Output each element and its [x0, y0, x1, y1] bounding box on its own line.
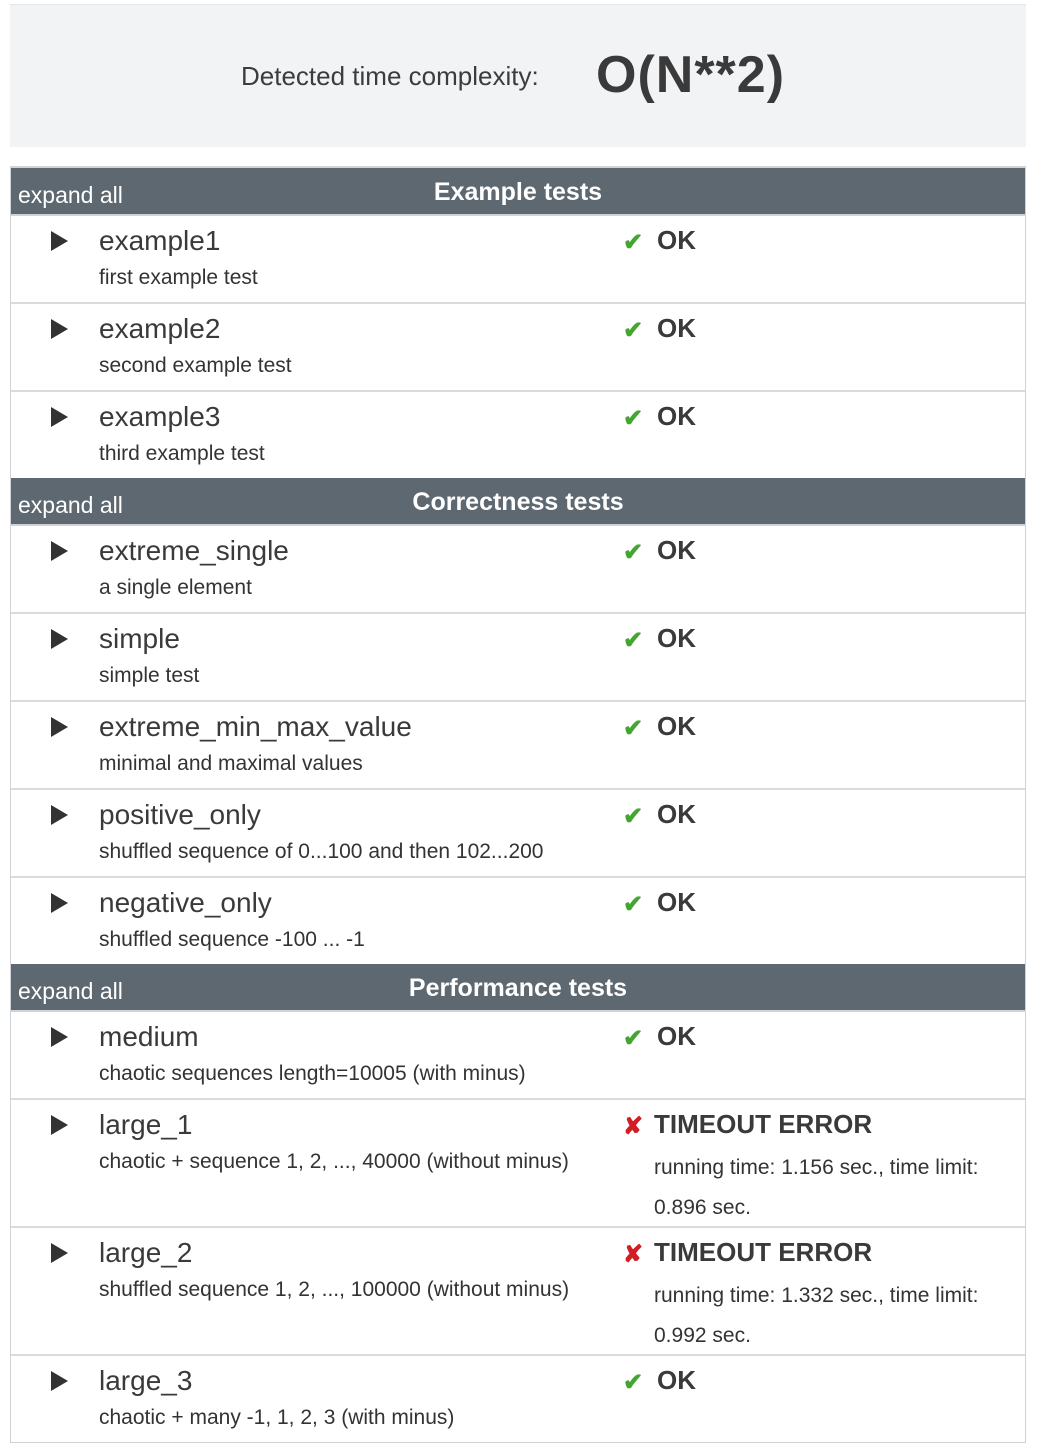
expand-arrow-icon[interactable] [51, 893, 68, 913]
complexity-label: Detected time complexity: [241, 61, 539, 91]
check-icon: ✔ [623, 627, 644, 654]
test-description: second example test [99, 354, 292, 377]
test-name: extreme_min_max_value [99, 711, 412, 742]
test-status: OK [657, 535, 696, 565]
test-description: chaotic + many -1, 1, 2, 3 (with minus) [99, 1406, 455, 1429]
expand-arrow-icon[interactable] [51, 1115, 68, 1135]
test-row[interactable] [11, 392, 1025, 478]
test-row[interactable] [11, 216, 1025, 304]
test-name: example3 [99, 401, 221, 432]
test-name: positive_only [99, 799, 261, 830]
test-description: a single element [99, 576, 252, 599]
test-status: OK [657, 313, 696, 343]
check-icon: ✔ [623, 891, 644, 918]
test-name: large_2 [99, 1237, 193, 1268]
test-row[interactable] [11, 304, 1025, 392]
timeout-detail: running time: 1.332 sec., time limit: 0.992 sec. [654, 1284, 979, 1347]
group-title: Example tests [433, 178, 603, 206]
test-name: large_3 [99, 1365, 193, 1396]
expand-arrow-icon[interactable] [51, 407, 68, 427]
check-icon: ✔ [623, 539, 644, 566]
test-description: shuffled sequence -100 ... -1 [99, 928, 365, 951]
test-status: OK [657, 799, 696, 829]
check-icon: ✔ [623, 1369, 644, 1396]
check-icon: ✔ [623, 1025, 644, 1052]
check-icon: ✔ [623, 715, 644, 742]
test-description: chaotic sequences length=10005 (with minus) [99, 1062, 526, 1085]
test-description: minimal and maximal values [99, 752, 363, 775]
test-row[interactable] [11, 790, 1025, 878]
test-row[interactable] [11, 702, 1025, 790]
cross-icon: ✘ [623, 1241, 644, 1268]
test-description: simple test [99, 664, 200, 687]
test-row[interactable] [11, 614, 1025, 702]
test-name: medium [99, 1021, 199, 1052]
test-row[interactable] [11, 1228, 1025, 1356]
test-description: shuffled sequence 1, 2, ..., 100000 (without minus) [99, 1278, 570, 1301]
test-row[interactable] [11, 1100, 1025, 1228]
test-status: OK [657, 1021, 696, 1051]
test-description: chaotic + sequence 1, 2, ..., 40000 (without minus) [99, 1150, 569, 1173]
test-status: OK [657, 401, 696, 431]
expand-arrow-icon[interactable] [51, 717, 68, 737]
test-row[interactable] [11, 878, 1025, 964]
complexity-panel [10, 4, 1026, 147]
test-status: TIMEOUT ERROR [654, 1237, 873, 1267]
group-header-performance-tests [11, 964, 1025, 1012]
check-icon: ✔ [623, 405, 644, 432]
expand-arrow-icon[interactable] [51, 805, 68, 825]
test-description: shuffled sequence of 0...100 and then 102...200 [99, 840, 544, 863]
test-status: OK [657, 225, 696, 255]
test-row[interactable] [11, 1356, 1025, 1442]
timeout-detail: running time: 1.156 sec., time limit: 0.896 sec. [654, 1156, 979, 1219]
test-status: OK [657, 1365, 696, 1395]
test-name: simple [99, 623, 180, 654]
check-icon: ✔ [623, 803, 644, 830]
expand-arrow-icon[interactable] [51, 541, 68, 561]
cross-icon: ✘ [623, 1113, 644, 1140]
test-row[interactable] [11, 1012, 1025, 1100]
test-status: OK [657, 887, 696, 917]
test-status: OK [657, 623, 696, 653]
check-icon: ✔ [623, 229, 644, 256]
expand-arrow-icon[interactable] [51, 231, 68, 251]
expand-arrow-icon[interactable] [51, 1371, 68, 1391]
expand-arrow-icon[interactable] [51, 1243, 68, 1263]
group-title: Performance tests [408, 974, 628, 1002]
test-status: OK [657, 711, 696, 741]
test-row[interactable] [11, 526, 1025, 614]
test-name: example2 [99, 313, 221, 344]
test-name: negative_only [99, 887, 272, 918]
group-title: Correctness tests [412, 488, 624, 516]
expand-arrow-icon[interactable] [51, 1027, 68, 1047]
expand-all-link[interactable]: expand all [18, 978, 123, 1004]
expand-arrow-icon[interactable] [51, 319, 68, 339]
expand-arrow-icon[interactable] [51, 629, 68, 649]
group-header-example-tests [11, 168, 1025, 216]
expand-all-link[interactable]: expand all [18, 492, 123, 518]
test-description: third example test [99, 442, 265, 465]
test-description: first example test [99, 266, 258, 289]
test-name: extreme_single [99, 535, 289, 566]
expand-all-link[interactable]: expand all [18, 182, 123, 208]
group-header-correctness-tests [11, 478, 1025, 526]
check-icon: ✔ [623, 317, 644, 344]
test-name: large_1 [99, 1109, 193, 1140]
test-name: example1 [99, 225, 221, 256]
test-results-table [10, 166, 1026, 1443]
complexity-value: O(N**2) [596, 46, 786, 104]
test-status: TIMEOUT ERROR [654, 1109, 873, 1139]
